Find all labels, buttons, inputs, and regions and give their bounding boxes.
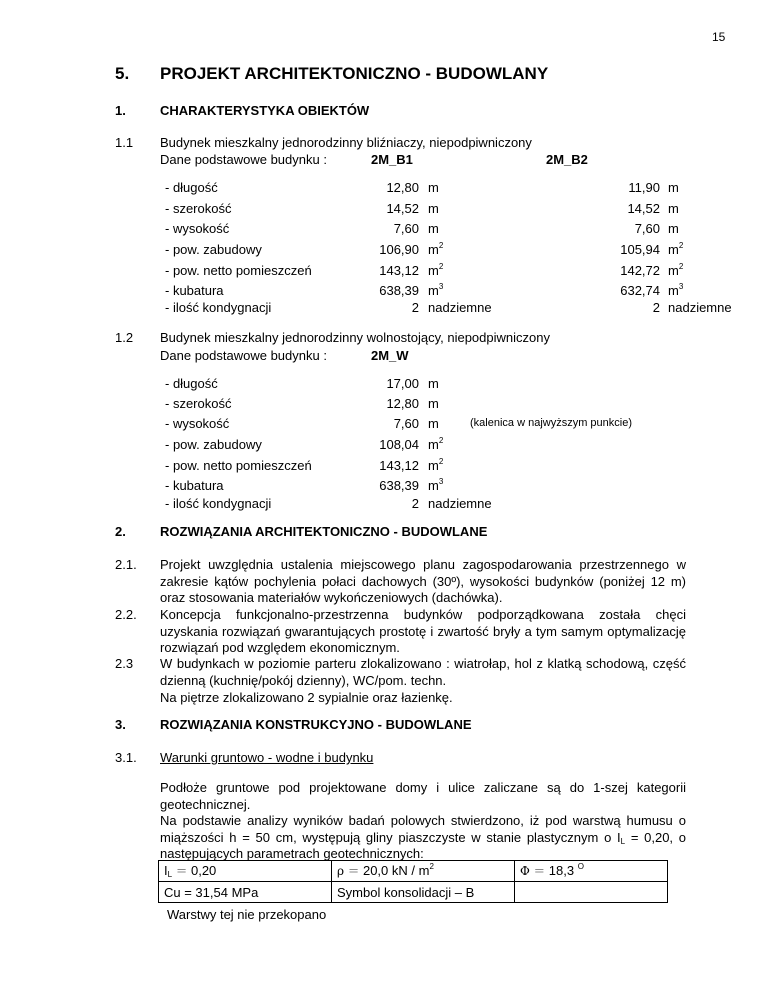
geotechnical-table — [158, 860, 668, 903]
column-header-w: 2M_W — [371, 348, 409, 363]
value-w: 17,00 — [386, 376, 419, 391]
unit-w: $m^3$ — [428, 477, 444, 493]
row-label: - ilość kondygnacji — [165, 300, 272, 315]
row-label: - pow. netto pomieszczeń — [165, 458, 312, 473]
empty-cell — [515, 882, 668, 903]
subsection-title: ROZWIĄZANIA ARCHITEKTONICZNO - BUDOWLANE — [160, 524, 488, 539]
row-label: - pow. zabudowy — [165, 437, 262, 452]
unit-w: $m^2$ — [428, 457, 444, 473]
unit-w: m — [428, 416, 439, 431]
row-label: - ilość kondygnacji — [165, 496, 272, 511]
value-w: 2 — [411, 496, 419, 511]
item-number: 1.2 — [115, 330, 134, 345]
value-w: 12,80 — [386, 396, 419, 411]
value-w: 143,12 — [379, 458, 419, 473]
unit-b1: $m^2$ — [428, 241, 444, 257]
item-title: Warunki gruntowo - wodne i budynku — [160, 750, 374, 765]
row-label: - wysokość — [165, 416, 230, 431]
unit-b2: $m^2$ — [668, 262, 684, 278]
value-b1: 14,52 — [386, 201, 419, 216]
il-cell: $I_L = 0,20$ — [159, 861, 332, 882]
paragraph-number: 2.3 — [115, 656, 134, 671]
layer-note: Warstwy tej nie przekopano — [167, 907, 327, 922]
unit-w: m — [428, 396, 439, 411]
paragraph-number: 2.2. — [115, 607, 137, 622]
soil-analysis-paragraph: Na podstawie analizy wyników badań polowych stwierdzono, iż pod warstwą humusu o miąższości h = 50 cm, występują gliny piaszczyste w stanie plastycznym o $I_L = 0,20$, o następujących parametrach geotechnicznych: — [160, 813, 686, 861]
cu-cell: Cu = 31,54 MPa — [159, 882, 332, 903]
value-b2: 11,90 — [628, 180, 660, 195]
value-b2: 7,60 — [634, 221, 660, 236]
ridge-note: (kalenica w najwyższym punkcie) — [470, 417, 632, 429]
paragraph-2-2: Koncepcja funkcjonalno-przestrzenna budynków podporządkowana została chęci uzyskania rozwiązań gwarantujących prostotę i zwartość bryły a tym samym optymalizację rozwiązań pod względem ekonomicznym. — [160, 607, 686, 655]
unit-b1: m — [428, 201, 439, 216]
unit-w: $m^2$ — [428, 436, 444, 452]
value-b1: 638,39 — [379, 283, 419, 298]
row-label: - długość — [165, 180, 218, 195]
column-header-b2: 2M_B2 — [546, 152, 588, 167]
unit-b1: m — [428, 221, 439, 236]
density-cell: ρ = 20,0 kN / $m^2$ — [332, 861, 515, 882]
paragraph-2-1: Projekt uwzględnia ustalenia miejscowego planu zagospodarowania przestrzennego w zakresie kątów pochylenia połaci dachowych (30º), wysokości budynków (poniżej 12 m) oraz stosowania materiałów wykończeniowych (dachówka). — [160, 557, 686, 605]
row-label: - szerokość — [165, 396, 232, 411]
row-label: - pow. zabudowy — [165, 242, 262, 257]
value-b1: 12,80 — [386, 180, 419, 195]
value-b1: 2 — [411, 300, 419, 315]
item-number: 1.1 — [115, 135, 134, 150]
subsection-number: 3. — [115, 717, 126, 732]
value-b2: 14,52 — [627, 201, 660, 216]
row-label: - szerokość — [165, 201, 232, 216]
row-label: - wysokość — [165, 221, 230, 236]
unit-b2: m — [668, 201, 679, 216]
value-w: 7,60 — [393, 416, 419, 431]
value-b2: 632,74 — [620, 283, 660, 298]
value-b2: 142,72 — [620, 263, 660, 278]
table-row — [159, 861, 668, 882]
subsection-number: 1. — [115, 103, 126, 118]
value-b2: 105,94 — [620, 242, 660, 257]
unit-b1: nadziemne — [428, 300, 492, 315]
subsection-title: ROZWIĄZANIA KONSTRUKCYJNO - BUDOWLANE — [160, 717, 472, 732]
section-title: PROJEKT ARCHITEKTONICZNO - BUDOWLANY — [160, 64, 549, 83]
row-label: - kubatura — [165, 283, 224, 298]
paragraph-number: 2.1. — [115, 557, 137, 572]
paragraph-2-3: W budynkach w poziomie parteru zlokalizowano : wiatrołap, hol z klatką schodową, część dzienną (kuchnię/pokój dzienny), WC/pom. techn. — [160, 656, 686, 688]
unit-w: m — [428, 376, 439, 391]
basic-data-label: Dane podstawowe budynku : — [160, 152, 327, 167]
row-label: - pow. netto pomieszczeń — [165, 263, 312, 278]
unit-b2: $m^2$ — [668, 241, 684, 257]
value-b1: 7,60 — [393, 221, 419, 236]
row-label: - długość — [165, 376, 218, 391]
consolidation-symbol-cell: Symbol konsolidacji – B — [332, 882, 515, 903]
item-number: 3.1. — [115, 750, 137, 765]
unit-w: nadziemne — [428, 496, 492, 511]
item-title: Budynek mieszkalny jednorodzinny bliźniaczy, niepodpiwniczony — [160, 135, 532, 150]
friction-angle-cell: Φ = 18,3 $^O$ — [515, 861, 668, 882]
column-header-b1: 2M_B1 — [371, 152, 413, 167]
unit-b1: $m^3$ — [428, 282, 444, 298]
value-b2: 2 — [652, 300, 660, 315]
unit-b2: m — [668, 180, 679, 195]
subsection-title: CHARAKTERYSTYKA OBIEKTÓW — [160, 103, 370, 118]
value-b1: 143,12 — [379, 263, 419, 278]
table-row — [159, 882, 668, 903]
section-number: 5. — [115, 64, 130, 83]
soil-category-paragraph: Podłoże gruntowe pod projektowane domy i ulice zaliczane są do 1-szej kategorii geotechnicznej. — [160, 780, 686, 812]
value-w: 638,39 — [379, 478, 419, 493]
unit-b2: m — [668, 221, 679, 236]
subsection-number: 2. — [115, 524, 126, 539]
unit-b1: m — [428, 180, 439, 195]
item-title: Budynek mieszkalny jednorodzinny wolnostojący, niepodpiwniczony — [160, 330, 550, 345]
row-label: - kubatura — [165, 478, 224, 493]
unit-b2: nadziemne — [668, 300, 732, 315]
unit-b1: $m^2$ — [428, 262, 444, 278]
basic-data-label: Dane podstawowe budynku : — [160, 348, 327, 363]
page-number: 15 — [712, 30, 726, 44]
value-w: 108,04 — [379, 437, 419, 452]
unit-b2: $m^3$ — [668, 282, 684, 298]
value-b1: 106,90 — [379, 242, 419, 257]
paragraph-2-3-continued: Na piętrze zlokalizowano 2 sypialnie oraz łazienkę. — [160, 690, 453, 705]
